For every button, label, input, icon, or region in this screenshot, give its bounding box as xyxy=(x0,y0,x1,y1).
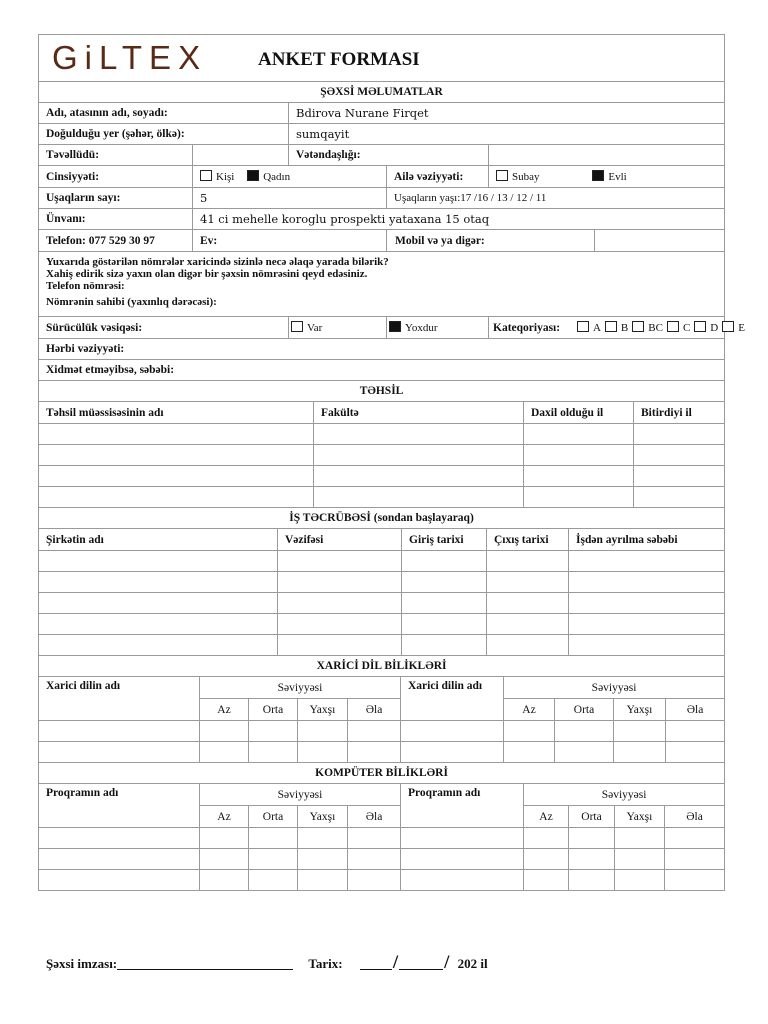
level-header: Az xyxy=(524,806,569,828)
table-cell[interactable] xyxy=(249,849,298,870)
section-title-personal: ŞƏXSİ MƏLUMATLAR xyxy=(39,82,725,103)
table-cell[interactable] xyxy=(348,742,401,763)
table-cell[interactable] xyxy=(314,466,524,487)
section-title-experience: İŞ TƏCRÜBƏSİ (sondan başlayaraq) xyxy=(39,508,725,529)
table-cell[interactable] xyxy=(569,828,615,849)
table-cell[interactable] xyxy=(634,487,725,508)
license-no-option[interactable]: Yoxdur xyxy=(389,322,438,334)
table-cell[interactable] xyxy=(278,572,402,593)
col-institution: Təhsil müəssisəsinin adı xyxy=(39,402,314,424)
table-cell[interactable] xyxy=(615,828,665,849)
table-cell[interactable] xyxy=(39,487,314,508)
level-header: Əla xyxy=(665,806,725,828)
table-cell[interactable] xyxy=(504,721,555,742)
checkbox-checked-icon[interactable] xyxy=(247,170,259,181)
table-cell[interactable] xyxy=(401,742,504,763)
table-cell[interactable] xyxy=(487,614,569,635)
table-cell[interactable] xyxy=(39,721,200,742)
col-entered: Daxil olduğu il xyxy=(524,402,634,424)
table-cell[interactable] xyxy=(348,849,401,870)
table-cell[interactable] xyxy=(314,424,524,445)
section-title-languages: XARİCİ DİL BİLİKLƏRİ xyxy=(39,656,725,677)
gender-female-option[interactable]: Qadın xyxy=(247,171,290,183)
table-cell[interactable] xyxy=(569,572,725,593)
citizenship-label: Vətəndaşlığı: xyxy=(289,145,489,166)
name-field[interactable]: Bdirova Nurane Firqet xyxy=(289,103,725,124)
children-count-field[interactable]: 5 xyxy=(193,188,387,209)
col-position: Vəzifəsi xyxy=(278,529,402,551)
table-cell[interactable] xyxy=(666,721,725,742)
table-cell[interactable] xyxy=(401,849,524,870)
checkbox-icon[interactable] xyxy=(605,321,617,332)
table-cell[interactable] xyxy=(39,593,278,614)
table-cell[interactable] xyxy=(524,849,569,870)
col-language-name: Xarici dilin adı xyxy=(401,677,504,721)
table-cell[interactable] xyxy=(555,721,614,742)
table-cell[interactable] xyxy=(249,870,298,891)
company-logo: GiLTEX xyxy=(52,39,208,76)
marital-options xyxy=(489,166,725,188)
table-cell[interactable] xyxy=(614,742,666,763)
table-cell[interactable] xyxy=(524,445,634,466)
table-cell[interactable] xyxy=(348,828,401,849)
table-cell[interactable] xyxy=(665,849,725,870)
table-cell[interactable] xyxy=(569,635,725,656)
address-field[interactable]: 41 ci mehelle koroglu prospekti yataxana 15 otaq xyxy=(193,209,725,230)
table-cell[interactable] xyxy=(39,466,314,487)
table-cell[interactable] xyxy=(569,593,725,614)
birthdate-label: Təvəllüdü: xyxy=(39,145,193,166)
address-label: Ünvanı: xyxy=(39,209,193,230)
table-cell[interactable] xyxy=(401,721,504,742)
table-cell[interactable] xyxy=(298,849,348,870)
signature-label: Şəxsi imzası: xyxy=(46,956,118,971)
table-cell[interactable] xyxy=(298,870,348,891)
checkbox-icon[interactable] xyxy=(291,321,303,332)
table-cell[interactable] xyxy=(39,424,314,445)
level-header: Az xyxy=(200,806,249,828)
table-cell[interactable] xyxy=(555,742,614,763)
note-line: Telefon nömrəsi: xyxy=(46,280,125,292)
category-option[interactable]: D xyxy=(694,322,718,334)
alternate-contact-note xyxy=(39,252,725,317)
military-reason-label: Xidmət etməyibsə, səbəbi: xyxy=(39,360,725,381)
military-label: Hərbi vəziyyəti: xyxy=(39,339,725,360)
table-cell[interactable] xyxy=(314,487,524,508)
date-separator: / xyxy=(444,952,450,973)
category-option[interactable]: E xyxy=(722,322,745,334)
date-separator: / xyxy=(392,952,399,973)
table-cell[interactable] xyxy=(39,742,200,763)
date-day-field[interactable] xyxy=(360,955,392,970)
table-cell[interactable] xyxy=(524,870,569,891)
table-cell[interactable] xyxy=(278,593,402,614)
col-program-level: Səviyyəsi xyxy=(524,784,725,806)
col-company: Şirkətin adı xyxy=(39,529,278,551)
birthdate-field[interactable] xyxy=(193,145,289,166)
col-faculty: Fakültə xyxy=(314,402,524,424)
section-title-education: TƏHSİL xyxy=(39,381,725,402)
table-cell[interactable] xyxy=(634,466,725,487)
application-form xyxy=(38,34,745,891)
table-cell[interactable] xyxy=(39,870,200,891)
col-language-level: Səviyyəsi xyxy=(504,677,725,699)
category-option[interactable]: A xyxy=(577,322,601,334)
table-cell[interactable] xyxy=(569,614,725,635)
table-cell[interactable] xyxy=(348,721,401,742)
table-cell[interactable] xyxy=(401,870,524,891)
languages-table xyxy=(38,655,725,763)
children-ages-value[interactable]: 17 /16 / 13 / 12 / 11 xyxy=(460,192,547,204)
level-header: Əla xyxy=(348,806,401,828)
children-ages-label: Uşaqların yaşı: xyxy=(394,192,461,204)
table-cell[interactable] xyxy=(665,828,725,849)
marital-married-option[interactable]: Evli xyxy=(592,171,626,183)
level-header: Orta xyxy=(569,806,615,828)
col-graduated: Bitirdiyi il xyxy=(634,402,725,424)
birthplace-label: Doğulduğu yer (şəhər, ölkə): xyxy=(39,124,289,145)
table-cell[interactable] xyxy=(200,849,249,870)
table-cell[interactable] xyxy=(200,870,249,891)
col-start-date: Giriş tarixi xyxy=(402,529,487,551)
level-header: Əla xyxy=(666,699,725,721)
note-line: Yuxarıda göstərilən nömrələr xaricində sizinlə necə əlaqə yaradа bilərik? xyxy=(46,256,389,268)
table-cell[interactable] xyxy=(401,828,524,849)
table-cell[interactable] xyxy=(39,614,278,635)
date-label: Tarix: xyxy=(308,956,343,971)
table-cell[interactable] xyxy=(665,870,725,891)
table-cell[interactable] xyxy=(524,466,634,487)
table-cell[interactable] xyxy=(504,742,555,763)
mobile-label: Mobil və ya digər: xyxy=(387,230,595,252)
table-cell[interactable] xyxy=(249,721,298,742)
table-cell[interactable] xyxy=(39,572,278,593)
table-cell[interactable] xyxy=(402,635,487,656)
form-title: ANKET FORMASI xyxy=(257,49,420,70)
personal-info-table xyxy=(38,34,745,381)
table-cell[interactable] xyxy=(249,742,298,763)
category-option[interactable]: B xyxy=(605,322,628,334)
table-cell[interactable] xyxy=(666,742,725,763)
level-header: Orta xyxy=(249,806,298,828)
category-label: Kateqoriyası: xyxy=(493,322,561,334)
table-cell[interactable] xyxy=(634,424,725,445)
table-cell[interactable] xyxy=(278,635,402,656)
table-cell[interactable] xyxy=(614,721,666,742)
mobile-field[interactable] xyxy=(595,230,725,252)
table-cell[interactable] xyxy=(487,635,569,656)
computer-skills-table xyxy=(38,762,725,891)
license-no-cell xyxy=(387,317,489,339)
col-program-name: Proqramın adı xyxy=(401,784,524,828)
note-line: Xahiş edirik sizə yaxın olan digər bir şəxsin nömrəsini qeyd edəsiniz. xyxy=(46,268,368,280)
category-option[interactable]: C xyxy=(667,322,690,334)
checkbox-icon[interactable] xyxy=(722,321,734,332)
table-cell[interactable] xyxy=(39,849,200,870)
checkbox-icon[interactable] xyxy=(694,321,706,332)
education-table xyxy=(38,380,725,508)
children-ages xyxy=(387,188,725,209)
table-cell[interactable] xyxy=(487,551,569,572)
level-header: Əla xyxy=(348,699,401,721)
table-cell[interactable] xyxy=(569,870,615,891)
phone-label: Telefon: 077 529 30 97 xyxy=(39,230,193,252)
table-cell[interactable] xyxy=(634,445,725,466)
home-phone-label: Ev: xyxy=(193,230,387,252)
checkbox-icon[interactable] xyxy=(200,170,212,181)
table-cell[interactable] xyxy=(524,424,634,445)
level-header: Yaxşı xyxy=(298,699,348,721)
signature-block xyxy=(46,952,488,974)
category-option[interactable]: BC xyxy=(632,322,663,334)
table-cell[interactable] xyxy=(314,445,524,466)
col-language-name: Xarici dilin adı xyxy=(39,677,200,721)
table-cell[interactable] xyxy=(39,635,278,656)
table-cell[interactable] xyxy=(278,551,402,572)
level-header: Orta xyxy=(555,699,614,721)
table-cell[interactable] xyxy=(524,828,569,849)
gender-options xyxy=(193,166,387,188)
level-header: Yaxşı xyxy=(298,806,348,828)
col-end-date: Çıxış tarixi xyxy=(487,529,569,551)
table-cell[interactable] xyxy=(249,828,298,849)
table-cell[interactable] xyxy=(569,551,725,572)
checkbox-checked-icon[interactable] xyxy=(389,321,401,332)
date-year-label: 202 il xyxy=(457,956,488,971)
table-cell[interactable] xyxy=(200,742,249,763)
section-title-computer: KOMPÜTER BİLİKLƏRİ xyxy=(39,763,725,784)
citizenship-field[interactable] xyxy=(489,145,725,166)
table-cell[interactable] xyxy=(298,742,348,763)
checkbox-icon[interactable] xyxy=(632,321,644,332)
table-cell[interactable] xyxy=(524,487,634,508)
level-header: Yaxşı xyxy=(614,699,666,721)
table-cell[interactable] xyxy=(615,849,665,870)
name-label: Adı, atasının adı, soyadı: xyxy=(39,103,289,124)
checkbox-icon[interactable] xyxy=(496,170,508,181)
level-header: Yaxşı xyxy=(615,806,665,828)
table-cell[interactable] xyxy=(348,870,401,891)
table-cell[interactable] xyxy=(487,593,569,614)
level-header: Orta xyxy=(249,699,298,721)
table-cell[interactable] xyxy=(402,593,487,614)
table-cell[interactable] xyxy=(200,828,249,849)
children-count-label: Uşaqların sayı: xyxy=(39,188,193,209)
col-program-name: Proqramın adı xyxy=(39,784,200,828)
level-header: Az xyxy=(504,699,555,721)
category-options xyxy=(577,322,749,334)
table-cell[interactable] xyxy=(402,551,487,572)
table-cell[interactable] xyxy=(615,870,665,891)
experience-table xyxy=(38,507,725,656)
marital-label: Ailə vəziyyəti: xyxy=(387,166,489,188)
table-cell[interactable] xyxy=(39,551,278,572)
table-cell[interactable] xyxy=(569,849,615,870)
table-cell[interactable] xyxy=(402,614,487,635)
level-header: Az xyxy=(200,699,249,721)
table-cell[interactable] xyxy=(39,828,200,849)
note-line: Nömrənin sahibi (yaxınlıq dərəcəsi): xyxy=(46,296,217,308)
marital-single-option[interactable]: Subay xyxy=(496,171,540,183)
form-header xyxy=(39,35,725,82)
table-cell[interactable] xyxy=(298,721,348,742)
checkbox-checked-icon[interactable] xyxy=(592,170,604,181)
signature-field[interactable] xyxy=(117,955,293,970)
table-cell[interactable] xyxy=(278,614,402,635)
birthplace-field[interactable]: sumqayit xyxy=(289,124,725,145)
date-month-field[interactable] xyxy=(399,955,443,970)
gender-label: Cinsiyyəti: xyxy=(39,166,193,188)
table-cell[interactable] xyxy=(200,721,249,742)
col-leave-reason: İşdən ayrılma səbəbi xyxy=(569,529,725,551)
license-label: Sürücülük vəsiqəsi: xyxy=(39,317,289,339)
table-cell[interactable] xyxy=(298,828,348,849)
license-options xyxy=(289,317,387,339)
table-cell[interactable] xyxy=(39,445,314,466)
table-cell[interactable] xyxy=(402,572,487,593)
checkbox-icon[interactable] xyxy=(667,321,679,332)
col-language-level: Səviyyəsi xyxy=(200,677,401,699)
col-program-level: Səviyyəsi xyxy=(200,784,401,806)
gender-male-option[interactable]: Kişi xyxy=(200,171,234,183)
category-cell xyxy=(489,317,745,339)
license-yes-option[interactable]: Var xyxy=(291,322,322,334)
checkbox-icon[interactable] xyxy=(577,321,589,332)
table-cell[interactable] xyxy=(487,572,569,593)
